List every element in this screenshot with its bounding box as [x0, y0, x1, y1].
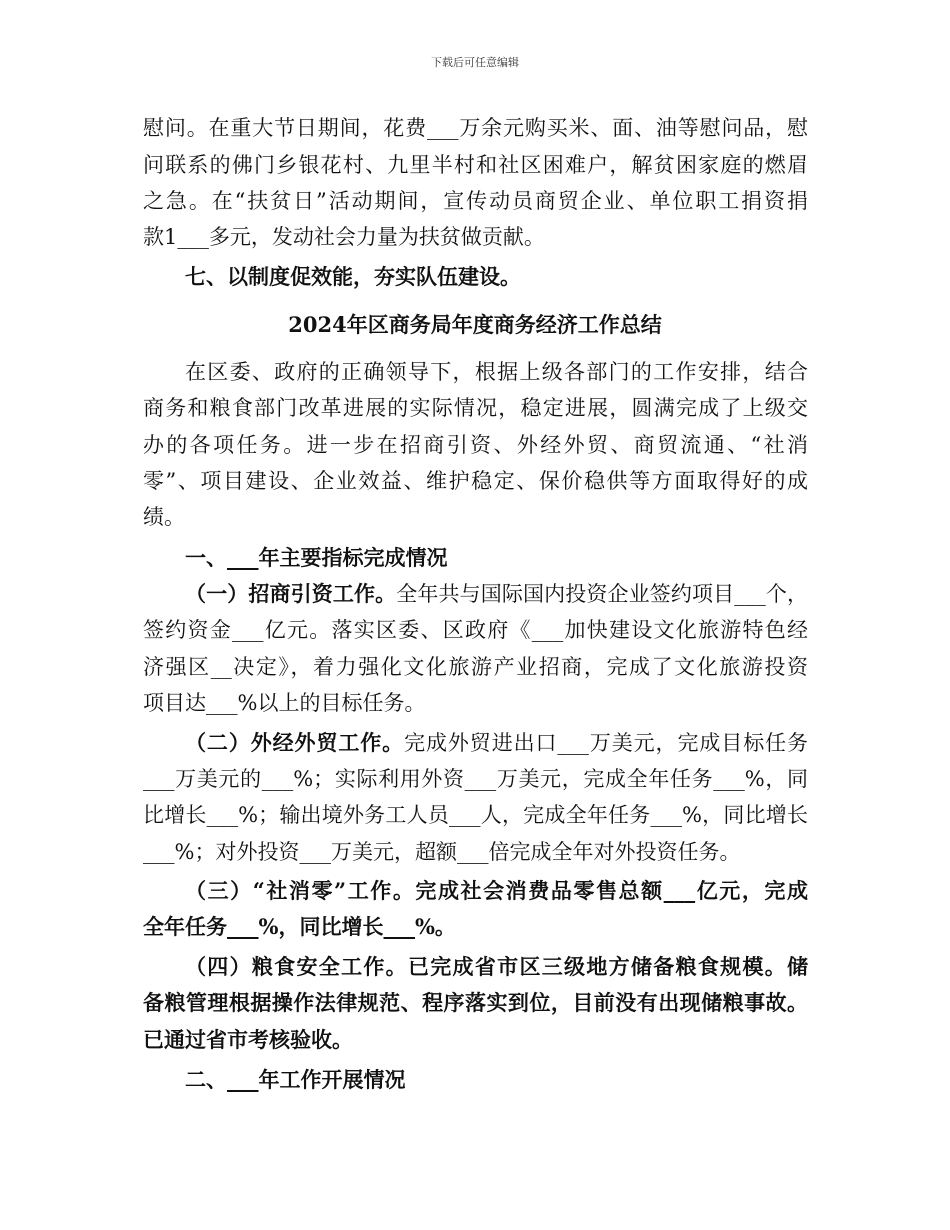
paragraph-line: 问联系的佛门乡银花村、九里半村和社区困难户，解贫困家庭的燃眉 [143, 153, 808, 177]
paragraph-line: ___万美元的___%；实际利用外资___万美元，完成全年任务___%，同 [143, 767, 808, 791]
paragraph-line: 比增长___%；输出境外务工人员___人，完成全年任务___%，同比增长 [143, 803, 808, 827]
paragraph-line: 零”、项目建设、企业效益、维护稳定、保价稳供等方面取得好的成 [143, 469, 808, 493]
paragraph-line [143, 580, 808, 608]
paragraph-line: 慰问。在重大节日期间，花费___万余元购买米、面、油等慰问品，慰 [143, 116, 808, 140]
page-header: 下载后可任意编辑 [431, 56, 519, 69]
subsection-title: （二）外经外贸工作。 [185, 730, 405, 755]
paragraph-line: 签约资金___亿元。落实区委、区政府《___加快建设文化旅游特色经 [143, 618, 808, 642]
paragraph-line: （三）“社消零”工作。完成社会消费品零售总额___亿元，完成 [185, 878, 808, 903]
paragraph-line: 商务和粮食部门改革进展的实际情况，稳定进展，圆满完成了上级交 [143, 396, 808, 420]
subsection-title: （一）招商引资工作。 [185, 581, 397, 606]
paragraph-line: 办的各项任务。进一步在招商引资、外经外贸、商贸流通、“社消 [143, 433, 808, 457]
paragraph-line: 款1___多元，发动社会力量为扶贫做贡献。 [143, 225, 545, 249]
paragraph-line: 绩。 [143, 505, 185, 529]
paragraph-line [143, 729, 808, 757]
section-heading: 二、___年工作开展情况 [185, 1067, 406, 1092]
paragraph-line: 已通过省市考核验收。 [143, 1027, 353, 1052]
section-heading: 一、___年主要指标完成情况 [185, 545, 448, 570]
section-heading: 七、以制度促效能，夯实队伍建设。 [185, 264, 521, 289]
paragraph-line: （四）粮食安全工作。已完成省市区三级地方储备粮食规模。储 [185, 954, 808, 979]
line-text: 全年共与国际国内投资企业签约项目___个， [396, 582, 808, 606]
paragraph-line: ___%；对外投资___万美元，超额___倍完成全年对外投资任务。 [143, 840, 741, 864]
paragraph-line: 备粮管理根据操作法律规范、程序落实到位，目前没有出现储粮事故。 [143, 990, 808, 1015]
line-text: 完成外贸进出口___万美元，完成目标任务 [404, 731, 809, 755]
paragraph-line: 项目达___%以上的目标任务。 [143, 691, 426, 715]
paragraph-line: 在区委、政府的正确领导下，根据上级各部门的工作安排，结合 [185, 360, 808, 384]
paragraph-line: 之急。在“扶贫日”活动期间，宣传动员商贸企业、单位职工捐资捐 [143, 189, 808, 213]
paragraph-line: 济强区__决定》，着力强化文化旅游产业招商，完成了文化旅游投资 [143, 655, 808, 679]
document-title: 2024年区商务局年度商务经济工作总结 [288, 312, 662, 337]
paragraph-line: 全年任务___%，同比增长___%。 [143, 914, 456, 939]
